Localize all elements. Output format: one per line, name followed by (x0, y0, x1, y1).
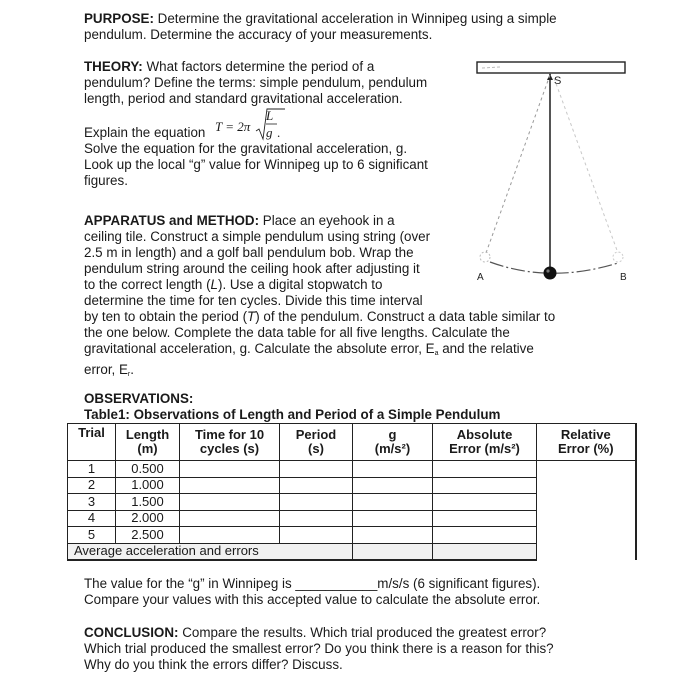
theory-section (84, 59, 464, 189)
header-unit: Error (m/s²) (449, 441, 520, 456)
point-b-label: B (620, 272, 627, 283)
average-absolute-error-cell[interactable] (433, 543, 537, 560)
period-cell[interactable] (280, 494, 353, 511)
g-cell[interactable] (353, 527, 433, 544)
apparatus-line-4: pendulum string around the ceiling hook after adjusting it (84, 261, 420, 276)
column-header-absolute-error (433, 424, 537, 461)
conclusion-line-2: Which trial produced the smallest error? Do you think there is a reason for this? (84, 641, 554, 656)
equation-line (84, 107, 464, 141)
absolute-error-cell[interactable] (433, 494, 537, 511)
accepted-value-section (84, 576, 604, 608)
period-cell[interactable] (280, 527, 353, 544)
trial-cell: 1 (68, 461, 116, 478)
header-unit: cycles (s) (199, 441, 260, 456)
time-cell[interactable] (180, 461, 280, 478)
apparatus-line-9 (84, 341, 584, 362)
apparatus-text: . (130, 362, 134, 377)
header-text: Time for 10 (194, 427, 265, 442)
apparatus-text: ) of the pendulum. Construct a data table similar to (255, 309, 556, 324)
trial-cell: 4 (68, 510, 116, 527)
table-header-row (68, 424, 636, 461)
trial-cell: 5 (68, 527, 116, 544)
length-cell: 1.000 (116, 477, 180, 494)
equation-numerator: L (266, 108, 274, 123)
column-header-trial (68, 424, 116, 461)
apparatus-line-6: determine the time for ten cycles. Divide this time interval (84, 293, 423, 308)
apparatus-text: ). Use a digital stopwatch to (217, 277, 383, 292)
apparatus-line-5 (84, 277, 584, 293)
g-cell[interactable] (353, 461, 433, 478)
column-header-period (280, 424, 353, 461)
header-unit: (s) (308, 441, 324, 456)
header-unit: (m) (137, 441, 158, 456)
theory-line-5: Solve the equation for the gravitational acceleration, g. (84, 141, 408, 156)
relative-error-subscript: r (127, 371, 131, 378)
length-variable: L (210, 277, 218, 292)
purpose-line-2: pendulum. Determine the accuracy of your measurements. (84, 27, 433, 42)
length-cell: 1.500 (116, 494, 180, 511)
accepted-value-unit: m/s/s (6 significant figures). (377, 576, 541, 591)
apparatus-line-1 (84, 213, 584, 229)
header-text: Length (125, 427, 170, 442)
purpose-line-1 (84, 11, 604, 27)
accepted-value-line-1 (84, 576, 604, 592)
absolute-error-cell[interactable] (433, 477, 537, 494)
equation-period: . (277, 125, 281, 140)
apparatus-text: Place an eyehook in a (259, 213, 395, 228)
g-cell[interactable] (353, 510, 433, 527)
header-unit: (m/s²) (374, 441, 411, 456)
conclusion-section (84, 625, 604, 673)
time-cell[interactable] (180, 510, 280, 527)
apparatus-text: by ten to obtain the period ( (84, 309, 248, 324)
pivot-arrow-icon (547, 74, 553, 80)
header-text: g (388, 427, 397, 442)
apparatus-heading: APPARATUS and METHOD: (84, 213, 260, 228)
period-variable: T (247, 309, 256, 324)
trial-cell: 2 (68, 477, 116, 494)
header-text: Relative (560, 427, 611, 442)
relative-error-cell[interactable] (537, 461, 636, 561)
equation-lhs: T = 2π (215, 119, 251, 134)
purpose-section (84, 11, 604, 43)
column-header-g (353, 424, 433, 461)
point-a-label: A (477, 272, 484, 283)
apparatus-section (84, 213, 584, 383)
theory-line-1 (84, 59, 464, 75)
apparatus-text: gravitational acceleration, g. Calculate the absolute error, E (84, 341, 435, 356)
header-unit: Error (%) (557, 441, 614, 456)
theory-heading: THEORY: (84, 59, 143, 74)
table-row (68, 461, 636, 478)
header-text: Trial (78, 425, 105, 440)
length-cell: 2.000 (116, 510, 180, 527)
apparatus-line-7 (84, 309, 584, 325)
time-cell[interactable] (180, 494, 280, 511)
absolute-error-cell[interactable] (433, 510, 537, 527)
period-cell[interactable] (280, 461, 353, 478)
apparatus-text: to the correct length ( (84, 277, 211, 292)
absolute-error-subscript: a (434, 350, 439, 357)
equation-prompt: Explain the equation (84, 125, 206, 140)
average-row-label: Average acceleration and errors (68, 543, 353, 560)
apparatus-text: and the relative (438, 341, 534, 356)
time-cell[interactable] (180, 477, 280, 494)
observations-table (67, 423, 637, 561)
header-text: Period (295, 427, 337, 442)
g-cell[interactable] (353, 477, 433, 494)
purpose-text: Determine the gravitational acceleration in Winnipeg using a simple (153, 11, 557, 26)
conclusion-line-1 (84, 625, 604, 641)
conclusion-line-3: Why do you think the errors differ? Discuss. (84, 657, 343, 672)
support-label: S (554, 75, 562, 87)
period-cell[interactable] (280, 510, 353, 527)
accepted-value-blank[interactable]: ___________ (295, 576, 378, 591)
observations-heading: OBSERVATIONS: (84, 391, 194, 406)
length-cell: 0.500 (116, 461, 180, 478)
header-text: Absolute (456, 427, 513, 442)
trial-cell: 3 (68, 494, 116, 511)
table-title: Table1: Observations of Length and Period of a Simple Pendulum (84, 407, 501, 422)
accepted-value-line-2: Compare your values with this accepted value to calculate the absolute error. (84, 592, 541, 607)
absolute-error-cell[interactable] (433, 461, 537, 478)
theory-line-6: Look up the local “g” value for Winnipeg up to 6 significant (84, 157, 428, 172)
apparatus-line-2: ceiling tile. Construct a simple pendulum using string (over (84, 229, 431, 244)
conclusion-heading: CONCLUSION: (84, 625, 179, 640)
column-header-time (180, 424, 280, 461)
column-header-relative-error (537, 424, 636, 461)
theory-line-3: length, period and standard gravitational acceleration. (84, 91, 403, 106)
column-header-length (116, 424, 180, 461)
length-cell: 2.500 (116, 527, 180, 544)
equation-denominator: g (266, 125, 273, 140)
conclusion-text: Compare the results. Which trial produced the greatest error? (178, 625, 547, 640)
time-cell[interactable] (180, 527, 280, 544)
theory-text: What factors determine the period of a (142, 59, 375, 74)
theory-line-2: pendulum? Define the terms: simple pendulum, pendulum (84, 75, 428, 90)
average-g-cell[interactable] (353, 543, 433, 560)
absolute-error-cell[interactable] (433, 527, 537, 544)
apparatus-line-3: 2.5 m in length) and a golf ball pendulum bob. Wrap the (84, 245, 414, 260)
accepted-value-text: The value for the “g” in Winnipeg is (84, 576, 296, 591)
apparatus-text: error, E (84, 362, 128, 377)
period-cell[interactable] (280, 477, 353, 494)
theory-line-7: figures. (84, 173, 128, 188)
apparatus-line-10 (84, 362, 584, 383)
right-ghost-bob (613, 252, 623, 262)
purpose-heading: PURPOSE: (84, 11, 154, 26)
g-cell[interactable] (353, 494, 433, 511)
apparatus-line-8: the one below. Complete the data table for all five lengths. Calculate the (84, 325, 510, 340)
